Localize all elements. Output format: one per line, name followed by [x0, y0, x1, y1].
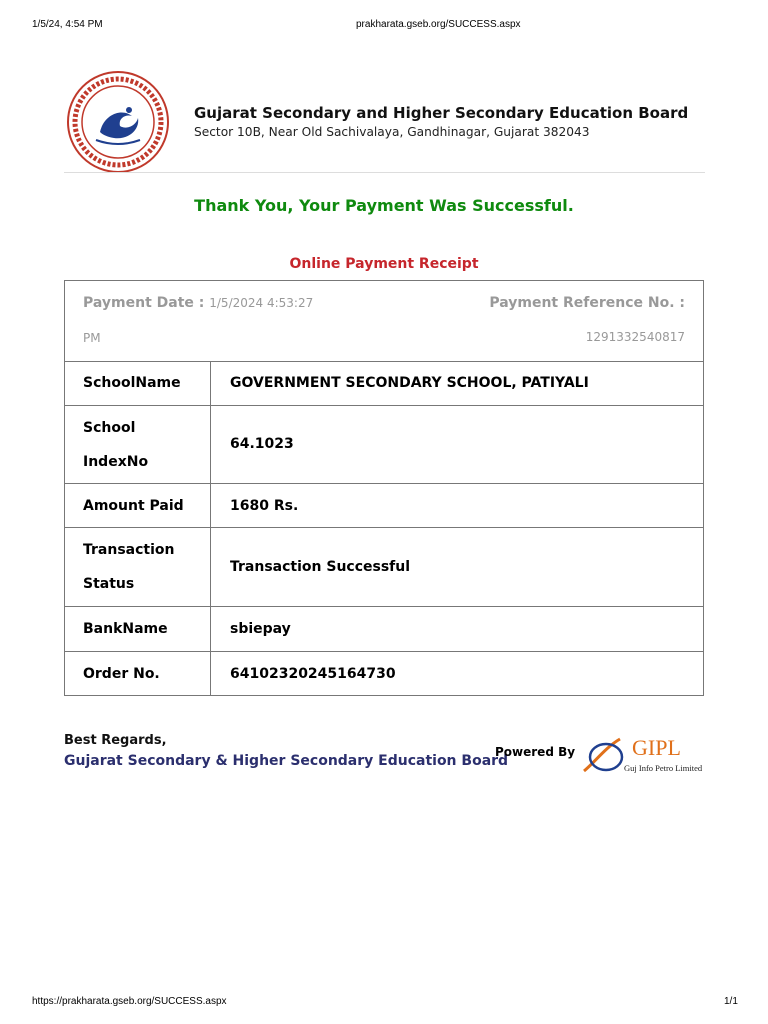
index-value: 64.1023: [230, 436, 294, 452]
regards-board-name: Gujarat Secondary & Higher Secondary Education Board: [64, 753, 509, 769]
table-row-amount: [65, 483, 703, 528]
payment-ref-value: 1291332540817: [585, 330, 685, 344]
gipl-logo-text: GIPL: [632, 735, 681, 760]
table-row-school-name: [65, 361, 703, 406]
board-title: Gujarat Secondary and Higher Secondary Education Board: [194, 104, 689, 122]
status-value: Transaction Successful: [230, 559, 411, 575]
gipl-logo-subtext: Guj Info Petro Limited: [624, 763, 703, 773]
amount-label: Amount Paid: [83, 498, 184, 514]
payment-date-value: 1/5/2024 4:53:27: [209, 296, 314, 310]
table-row-order: [65, 651, 703, 695]
payment-success-message: Thank You, Your Payment Was Successful.: [194, 196, 574, 215]
print-datetime: 1/5/24, 4:54 PM: [32, 19, 103, 30]
school-name-label: SchoolName: [83, 375, 181, 391]
page-number: 1/1: [724, 996, 738, 1007]
print-footer-url: https://prakharata.gseb.org/SUCCESS.aspx: [32, 996, 227, 1007]
order-value: 64102320245164730: [230, 666, 396, 682]
receipt-table: [64, 280, 704, 696]
payment-ref-label: Payment Reference No. :: [489, 295, 685, 311]
payment-header-row: [65, 281, 703, 362]
payment-date-value-cont: PM: [83, 331, 101, 345]
print-header-url: prakharata.gseb.org/SUCCESS.aspx: [356, 19, 521, 30]
payment-date-label: Payment Date :: [83, 295, 205, 311]
status-label-line2: Status: [83, 576, 135, 592]
header-divider: [64, 172, 705, 173]
table-row-status: [65, 527, 703, 607]
regards-text: Best Regards,: [64, 733, 167, 748]
board-address: Sector 10B, Near Old Sachivalaya, Gandhinagar, Gujarat 382043: [194, 125, 590, 139]
bank-label: BankName: [83, 621, 168, 637]
bank-value: sbiepay: [230, 621, 291, 637]
status-label-line1: Transaction: [83, 542, 175, 558]
amount-value: 1680 Rs.: [230, 498, 299, 514]
powered-by-label: Powered By: [495, 745, 576, 759]
table-row-index-no: [65, 405, 703, 484]
index-label-line1: School: [83, 420, 136, 436]
order-label: Order No.: [83, 666, 160, 682]
payment-date: [83, 295, 313, 311]
index-label-line2: IndexNo: [83, 454, 149, 470]
board-emblem-logo: [66, 70, 170, 174]
gipl-logo: [580, 733, 704, 777]
table-row-bank: [65, 606, 703, 652]
receipt-title: Online Payment Receipt: [289, 256, 479, 272]
school-name-value: GOVERNMENT SECONDARY SCHOOL, PATIYALI: [230, 375, 589, 391]
